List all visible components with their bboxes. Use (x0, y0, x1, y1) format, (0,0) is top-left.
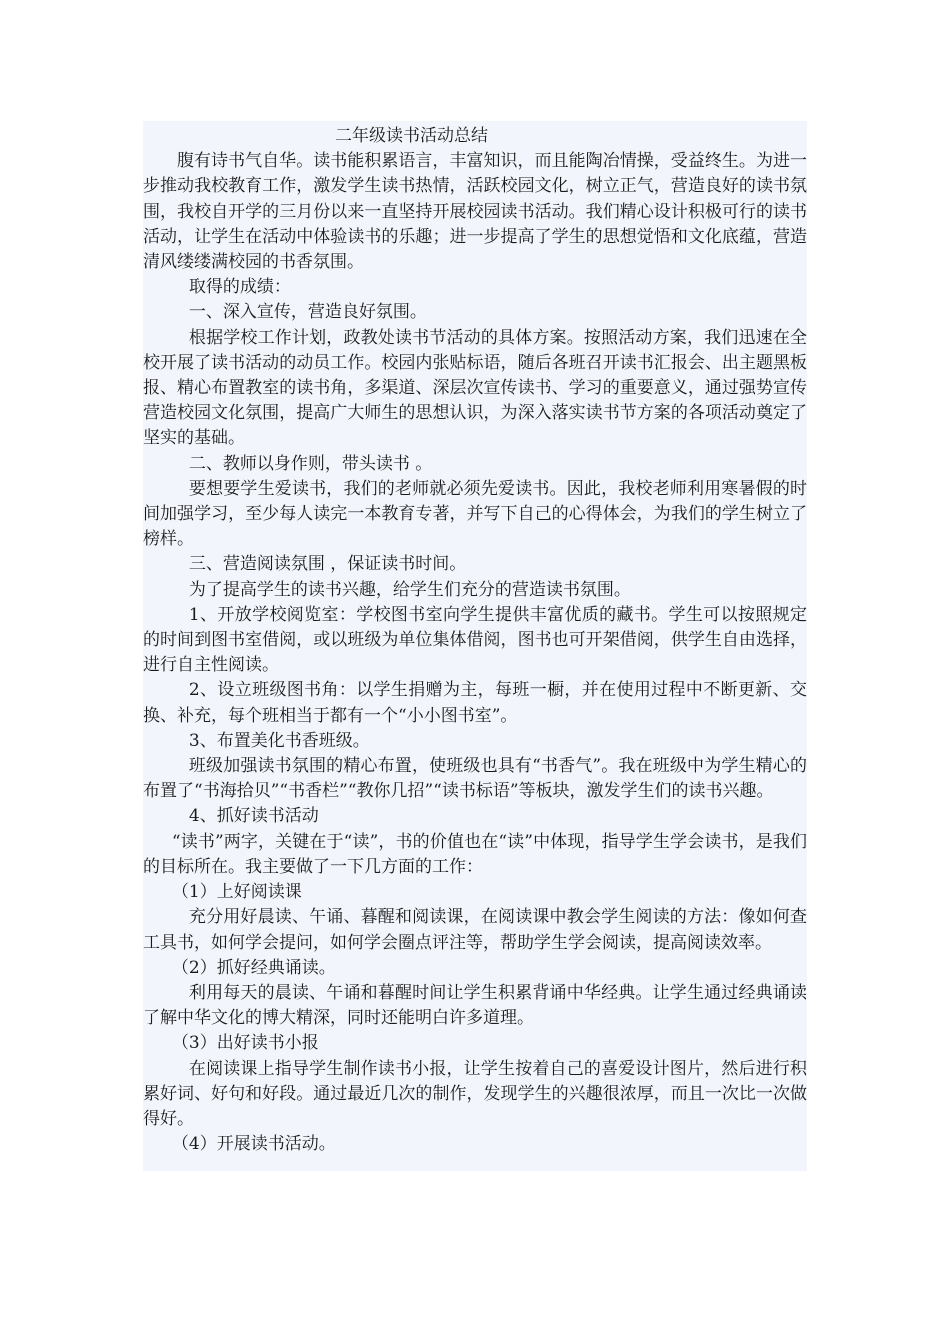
paragraph: 3、布置美化书香班级。 (188, 730, 370, 751)
paragraph: 在阅读课上指导学生制作读书小报，让学生按着自己的喜爱设计图片，然后进行积累好词、好句和好段。通过最近几次的制作，发现学生的兴趣很浓厚，而且一次比一次做得好。 (143, 1058, 807, 1129)
paragraph: 充分用好晨读、午诵、暮醒和阅读课，在阅读课中教会学生阅读的方法：像如何查工具书，如何学会提问，如何学会圈点评注等，帮助学生学会阅读，提高阅读效率。 (143, 907, 807, 953)
paragraph: （4）开展读书活动。 (171, 1134, 336, 1155)
paragraph: 二、教师以身作则，带头读书 。 (188, 453, 433, 474)
paragraph: 2、设立班级图书角：以学生捐赠为主，每班一橱，并在使用过程中不断更新、交换、补充，每个班相当于都有一个“小小图书室”。 (143, 680, 807, 726)
paragraph: 三、营造阅读氛围 ，保证读书时间。 (188, 554, 467, 575)
paragraph: 一、深入宣传，营造良好氛围。 (188, 302, 427, 323)
paragraph: （2）抓好经典诵读。 (171, 957, 336, 978)
paragraph: 腹有诗书气自华。读书能积累语言，丰富知识，而且能陶冶情操，受益终生。为进一步推动我校教育工作，激发学生读书热情，活跃校园文化，树立正气，营造良好的读书氛围，我校自开学的三月份以来一直坚持开展校园读书活动。我们精心设计积极可行的读书活动，让学生在活动中体验读书的乐趣；进一步提高了学生的思想觉悟和文化底蕴，营造清风缕缕满校园的书香氛围。 (143, 151, 807, 273)
document-title: 二年级读书活动总结 (335, 126, 488, 146)
document-body (143, 124, 807, 1157)
paragraph: 为了提高学生的读书兴趣，给学生们充分的营造读书氛围。 (188, 579, 631, 600)
paragraph-list (143, 149, 807, 1157)
paragraph: 要想要学生爱读书，我们的老师就必须先爱读书。因此，我校老师利用寒暑假的时间加强学习，至少每人读完一本教育专著，并写下自己的心得体会，为我们的学生树立了榜样。 (143, 478, 807, 550)
paragraph: 4、抓好读书活动 (188, 806, 319, 827)
paragraph: 利用每天的晨读、午诵和暮醒时间让学生积累背诵中华经典。让学生通过经典诵读了解中华文化的博大精深，同时还能明白许多道理。 (143, 982, 807, 1029)
paragraph: 根据学校工作计划，政教处读书节活动的具体方案。按照活动方案，我们迅速在全校开展了读书活动的动员工作。校园内张贴标语，随后各班召开读书汇报会、出主题黑板报、精心布置教室的读书角，多渠道、深层次宣传读书、学习的重要意义，通过强势宣传营造校园文化氛围，提高广大师生的思想认识，为深入落实读书节方案的各项活动奠定了坚实的基础。 (143, 327, 807, 449)
paragraph: “读书”两字，关键在于“读”，书的价值也在“读”中体现，指导学生学会读书，是我们的目标所在。我主要做了一下几方面的工作： (143, 831, 807, 877)
paragraph: 班级加强读书氛围的精心布置，使班级也具有“书香气”。我在班级中为学生精心的布置了“书海拾贝”“书香栏”“教你几招”“读书标语”等板块，激发学生们的读书兴趣。 (143, 756, 807, 802)
paragraph: （3）出好读书小报 (171, 1033, 319, 1054)
paragraph: 1、开放学校阅览室：学校图书室向学生提供丰富优质的藏书。学生可以按照规定的时间到图书室借阅，或以班级为单位集体借阅，图书也可开架借阅，供学生自由选择，进行自主性阅读。 (143, 604, 807, 676)
paragraph: （1）上好阅读课 (171, 882, 302, 903)
paragraph: 取得的成绩： (188, 277, 291, 298)
